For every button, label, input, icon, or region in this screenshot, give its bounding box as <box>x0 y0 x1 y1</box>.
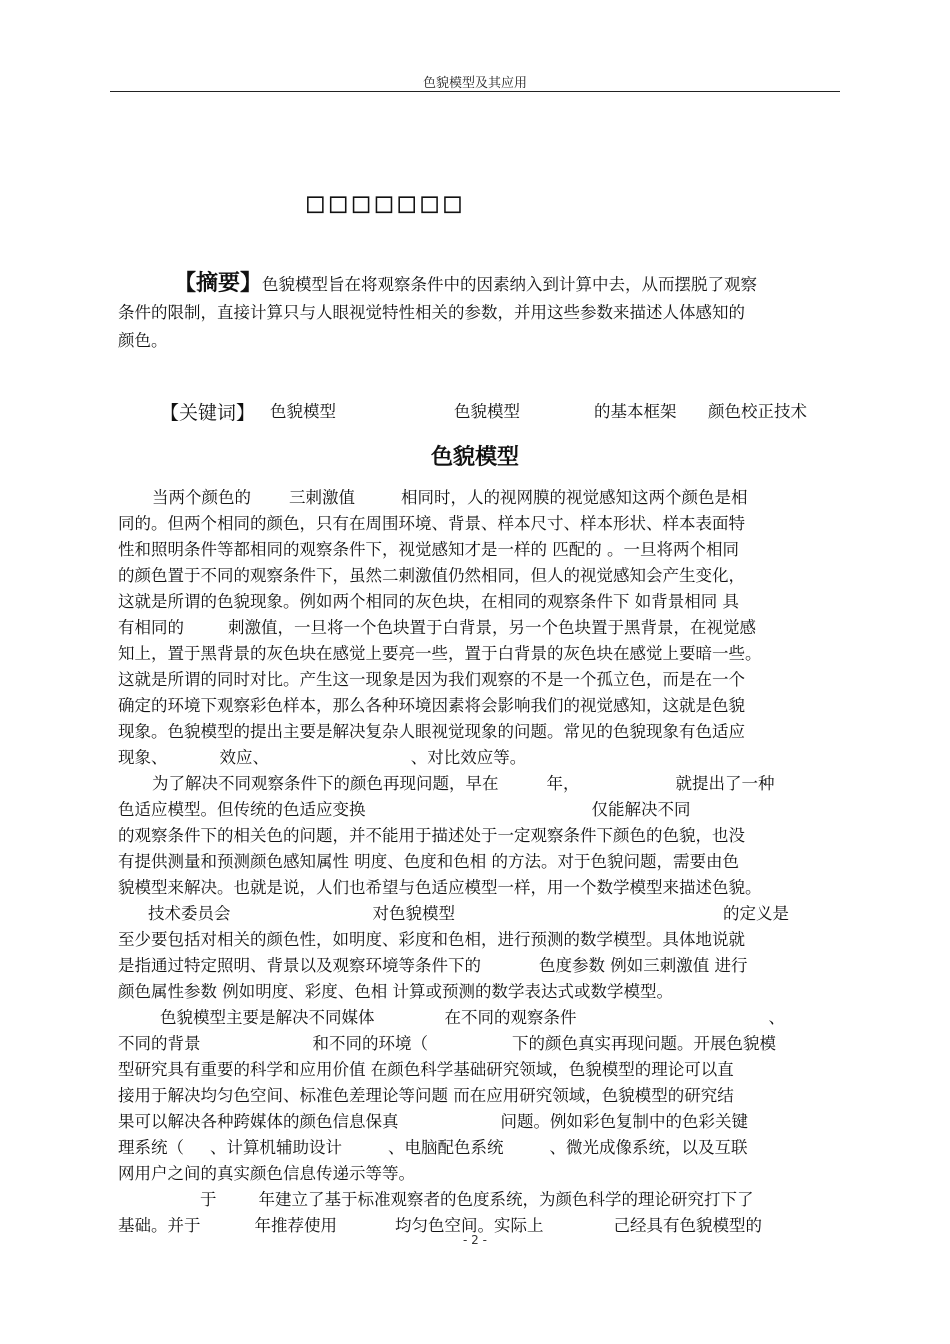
body-line: 的观察条件下的相关色的问题，并不能用于描述处于一定观察条件下颜色的色貌，也没 <box>118 826 745 845</box>
abstract-line-1: 色貌模型旨在将观察条件中的因素纳入到计算中去，从而摆脱了观察 <box>262 275 758 294</box>
keyword-1: 色貌模型 <box>270 402 336 421</box>
abstract-line-3: 颜色。 <box>118 331 168 350</box>
keyword-3: 的基本框架 <box>594 402 677 421</box>
abstract-line-2: 条件的限制，直接计算只与人眼视觉特性相关的参数，并用这些参数来描述人体感知的 <box>118 303 745 322</box>
body-line: 这就是所谓的色貌现象。例如两个相同的灰色块，在相同的观察条件下 如背景相同 具 <box>118 592 739 611</box>
body-line: 知上，置于黑背景的灰色块在感觉上要亮一些，置于白背景的灰色块在感觉上要暗一些。 <box>118 644 762 663</box>
body-line: 性和照明条件等都相同的观察条件下，视觉感知才是一样的 匹配的 。一旦将两个相同 <box>118 540 739 559</box>
body-line: 同的。但两个相同的颜色，只有在周围环境、背景、样本尺寸、样本形状、样本表面特 <box>118 514 745 533</box>
document-title: □□□□□□□ <box>307 186 468 219</box>
body-line: 基础。并于 年推荐使用 均匀色空间。实际上 己经具有色貌模型的 <box>118 1216 762 1235</box>
keyword-2: 色貌模型 <box>454 402 520 421</box>
body-line: 现象、 效应、 、对比效应等。 <box>118 748 527 767</box>
body-line: 至少要包括对相关的颜色性，如明度、彩度和色相，进行预测的数学模型。具体地说就 <box>118 930 745 949</box>
body-line: 的颜色置于不同的观察条件下，虽然二刺激值仍然相同，但人的视觉感知会产生变化， <box>118 566 745 585</box>
body-line: 当两个颜色的 三刺激值 相同时，人的视网膜的视觉感知这两个颜色是相 <box>152 488 748 507</box>
body-line: 接用于解决均匀色空间、标准色差理论等问题 而在应用研究领域，色貌模型的研究结 <box>118 1086 734 1105</box>
keywords-label: 【关键词】 <box>160 402 256 424</box>
body-line: 网用户之间的真实颜色信息传递示等等。 <box>118 1164 415 1183</box>
keyword-4: 颜色校正技术 <box>708 402 807 421</box>
body-line: 是指通过特定照明、背景以及观察环境等条件下的 色度参数 例如三刺激值 进行 <box>118 956 748 975</box>
body-line: 确定的环境下观察彩色样本，那么各种环境因素将会影响我们的视觉感知，这就是色貌 <box>118 696 745 715</box>
body-line: 颜色属性参数 例如明度、彩度、色相 计算或预测的数学表达式或数学模型。 <box>118 982 673 1001</box>
header-rule <box>110 91 840 92</box>
section-heading: 色貌模型 <box>430 445 519 470</box>
body-line: 有相同的 刺激值，一旦将一个色块置于白背景，另一个色块置于黑背景，在视觉感 <box>118 618 756 637</box>
body-line: 为了解决不同观察条件下的颜色再现问题，早在 年， 就提出了一种 <box>152 774 775 793</box>
page-number: - 2 - <box>463 1233 487 1247</box>
body-line: 技术委员会 对色貌模型 的定义是 <box>148 904 789 923</box>
body-line: 色貌模型主要是解决不同媒体 在不同的观察条件 、 <box>160 1008 785 1027</box>
body-line: 果可以解决各种跨媒体的颜色信息保真 问题。例如彩色复制中的色彩关键 <box>118 1112 748 1131</box>
body-line: 有提供测量和预测颜色感知属性 明度、色度和色相 的方法。对于色貌问题，需要由色 <box>118 852 739 871</box>
body-line: 色适应模型。但传统的色适应变换 仅能解决不同 <box>118 800 691 819</box>
body-line: 型研究具有重要的科学和应用价值 在颜色科学基础研究领域，色貌模型的理论可以直 <box>118 1060 734 1079</box>
body-line: 理系统（ 、计算机辅助设计 、电脑配色系统 、微光成像系统，以及互联 <box>118 1138 748 1157</box>
running-header: 色貌模型及其应用 <box>422 76 527 91</box>
body-line: 这就是所谓的同时对比。产生这一现象是因为我们观察的不是一个孤立色，而是在一个 <box>118 670 745 689</box>
body-line: 貌模型来解决。也就是说，人们也希望与色适应模型一样，用一个数学模型来描述色貌。 <box>118 878 762 897</box>
abstract-label: 【摘要】 <box>174 271 263 296</box>
body-line: 于 年建立了基于标准观察者的色度系统，为颜色科学的理论研究打下了 <box>200 1190 754 1209</box>
abstract <box>118 270 840 355</box>
body-line: 不同的背景 和不同的环境（ 下的颜色真实再现问题。开展色貌模 <box>118 1034 776 1053</box>
body-line: 现象。色貌模型的提出主要是解决复杂人眼视觉现象的问题。常见的色貌现象有色适应 <box>118 722 745 741</box>
